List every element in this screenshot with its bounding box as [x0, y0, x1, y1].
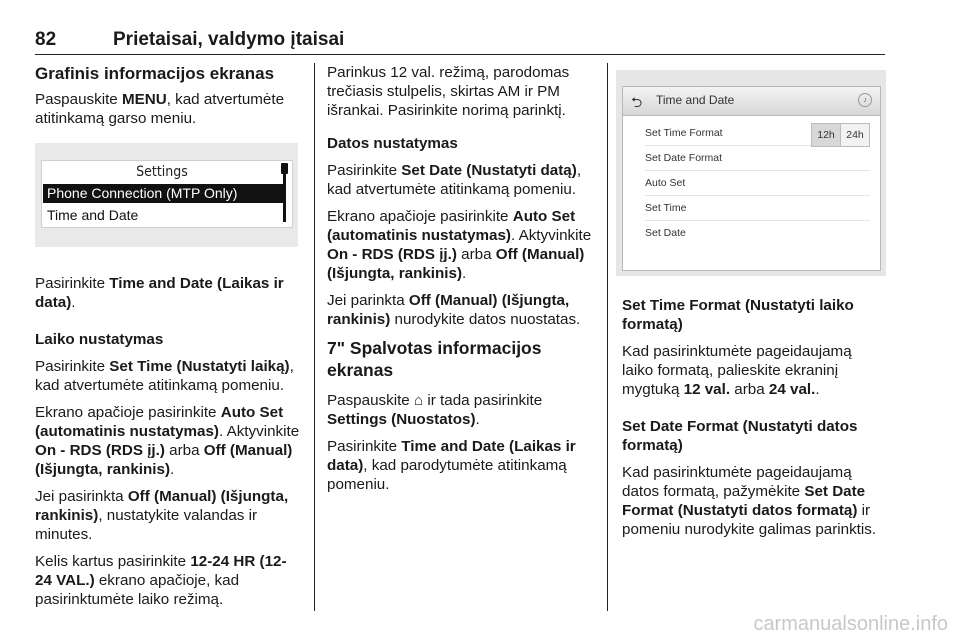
paragraph: Paspauskite ⌂ ir tada pasirinkite Settings (Nuostatos).: [327, 392, 543, 428]
column-2: [327, 63, 595, 502]
home-icon: ⌂: [413, 392, 424, 409]
subheading: Laiko nustatymas: [35, 331, 164, 348]
lcd-title: Settings: [136, 164, 188, 180]
touch-display: [622, 86, 881, 271]
section-heading: Grafinis informacijos ekranas: [35, 64, 275, 83]
page-header: [35, 24, 885, 55]
paragraph: Pasirinkite Time and Date (Laikas ir data).: [35, 275, 284, 311]
back-arrow-icon: ⮌: [631, 94, 643, 110]
menu-row: Auto Set: [645, 171, 870, 196]
column-3: [622, 296, 886, 547]
lcd-display: [41, 160, 293, 228]
column-divider: [607, 63, 608, 611]
subheading: Set Time Format (Nustatyti laiko formatą): [622, 297, 854, 333]
paragraph: Pasirinkite Time and Date (Laikas ir data), kad parodytumėte atitinkamą pomeniu.: [327, 438, 576, 493]
time-format-toggle: [811, 123, 870, 147]
paragraph: Kad pasirinktumėte pageidaujamą laiko formatą, palieskite ekraninį mygtuką 12 val. arba 24 val..: [622, 343, 852, 398]
paragraph: Jei pasirinkta Off (Manual) (Išjungta, rankinis), nustatykite valandas ir minutes.: [35, 488, 289, 543]
menu-row: Set Date Format: [645, 146, 870, 171]
paragraph: Ekrano apačioje pasirinkite Auto Set (automatinis nustatymas). Aktyvinkite On - RDS (RDS įj.) arba Off (Manual) (Išjungta, rankinis).: [35, 404, 300, 478]
paragraph: Kelis kartus pasirinkite 12-24 HR (12-24 VAL.) ekrano apačioje, kad pasirinktumėte laiko režimą.: [35, 553, 287, 608]
format-24h-button: 24h: [841, 124, 869, 146]
paragraph: Pasirinkite Set Date (Nustatyti datą), kad atvertumėte atitinkamą pomeniu.: [327, 162, 582, 198]
watermark-site: carmanualsonline.info: [753, 613, 948, 635]
paragraph: Pasirinkite Set Time (Nustatyti laiką), kad atvertumėte atitinkamą pomeniu.: [35, 358, 294, 394]
page-title: Prietaisai, valdymo įtaisai: [113, 29, 345, 50]
lcd-selected-row: Phone Connection (MTP Only): [43, 184, 283, 203]
menu-row: Set Time Format: [645, 121, 870, 146]
music-note-icon: ♪: [858, 93, 872, 107]
time-date-screen-image: [616, 70, 886, 276]
paragraph: Kad pasirinktumėte pageidaujamą datos formatą, pažymėkite Set Date Format (Nustatyti datos formatą) ir pomeniu nurodykite galimas parinktis.: [622, 464, 877, 538]
page-number: 82: [35, 29, 57, 50]
paragraph: Ekrano apačioje pasirinkite Auto Set (automatinis nustatymas). Aktyvinkite On - RDS (RDS įj.) arba Off (Manual) (Išjungta, rankinis).: [327, 208, 592, 282]
lcd-row: Time and Date: [47, 207, 139, 223]
paragraph: Paspauskite MENU, kad atvertumėte atitinkamą garso meniu.: [35, 91, 285, 127]
subheading: Set Date Format (Nustatyti datos formatą): [622, 418, 858, 454]
screen-title-bar: [623, 87, 880, 116]
menu-row: Set Date: [645, 227, 686, 239]
format-12h-button: 12h: [812, 124, 841, 146]
subheading: Datos nustatymas: [327, 135, 458, 152]
section-heading: 7" Spalvotas informacijos ekranas: [327, 338, 542, 380]
menu-row: Set Time: [645, 196, 870, 221]
column-divider: [314, 63, 315, 611]
settings-screen-image: [35, 143, 298, 247]
scrollbar-thumb: [281, 163, 288, 174]
screen-title: Time and Date: [656, 93, 735, 107]
paragraph: Parinkus 12 val. režimą, parodomas trečiasis stulpelis, skirtas AM ir PM išrankai. Pasirinkite norimą parinktį.: [327, 64, 570, 119]
paragraph: Jei parinkta Off (Manual) (Išjungta, rankinis) nurodykite datos nuostatas.: [327, 292, 581, 328]
